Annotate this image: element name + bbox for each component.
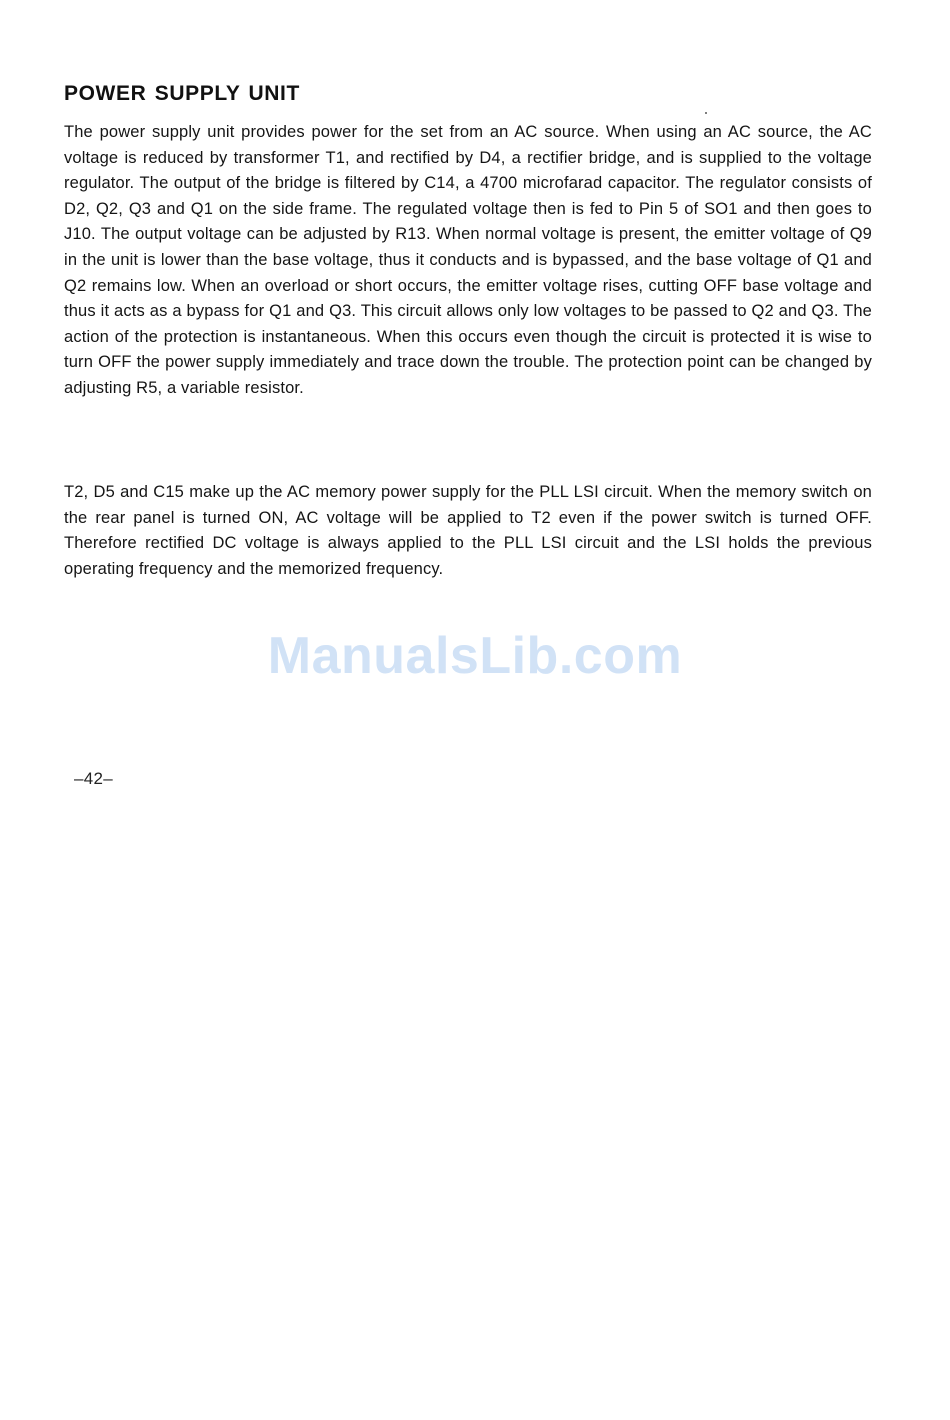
paragraph-memory-supply: T2, D5 and C15 make up the AC memory power supply for the PLL LSI circuit. When the memory switch on the rear panel is turned ON, AC voltage will be applied to T2 even if the power switch is turned OFF. Therefore rectified DC voltage is always applied to the PLL LSI circuit and the LSI holds the previous operating frequency and the memorized frequency. [64,483,872,578]
section-heading: POWER SUPPLY UNIT [64,82,300,105]
page-number: –42– [74,769,114,788]
paragraph-power-supply: The power supply unit provides power for the set from an AC source. When using an AC source, the AC voltage is reduced by transformer T1, and rectified by D4, a rectifier bridge, and is supplied to the voltage regulator. The output of the bridge is filtered by C14, a 4700 microfarad capacitor. The regulator consists of D2, Q2, Q3 and Q1 on the side frame. The regulated voltage then is fed to Pin 5 of SO1 and then goes to J10. The output voltage can be adjusted by R13. When normal voltage is present, the emitter voltage of Q9 in the unit is lower than the base voltage, thus it conducts and is bypassed, and the base voltage of Q1 and Q2 remains low. When an overload or short occurs, the emitter voltage rises, cutting OFF base voltage and thus it acts as a bypass for Q1 and Q3. This circuit allows only low voltages to be passed to Q2 and Q3. The action of the protection is instantaneous. When this occurs even though the circuit is protected it is wise to turn OFF the power supply immediately and trace down the trouble. The protection point can be changed by adjusting R5, a variable resistor. [64,123,872,397]
watermark-logo: ManualsLib.com [267,627,683,685]
scan-speck [705,112,707,114]
